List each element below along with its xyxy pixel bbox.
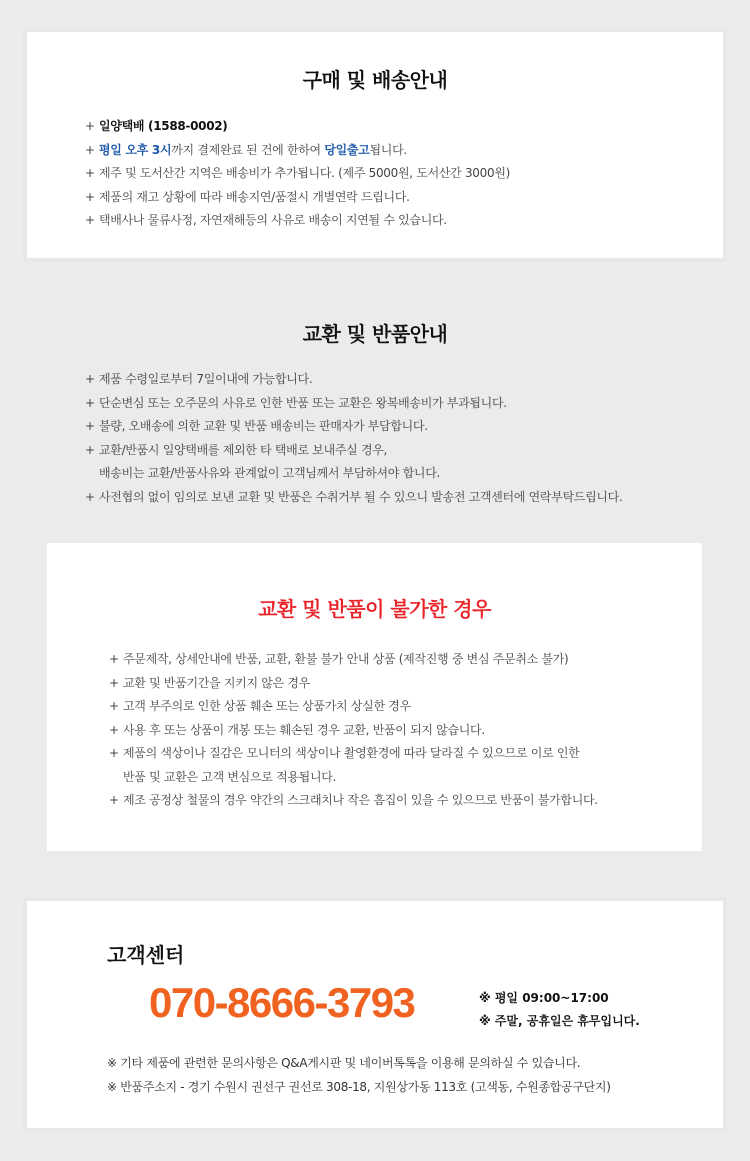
purchase-shipping-title: 구매 및 배송안내 [302,68,448,92]
item-text: 사전협의 없이 임의로 보낸 교환 및 반품은 수취거부 될 수 있으니 발송전 고객센터에 연락부탁드립니다. [99,489,623,504]
customer-center-section [23,897,727,1132]
not-allowed-list [109,648,598,813]
item-text: 사용 후 또는 상품이 개봉 또는 훼손된 경우 교환, 반품이 되지 않습니다. [123,722,485,737]
list-item [85,162,510,186]
cutoff-text-end: 됩니다. [369,142,407,157]
inquiry-note: ※ 기타 제품에 관련한 문의사항은 Q&A게시판 및 네이버톡톡을 이용해 문의하실 수 있습니다. [107,1056,581,1070]
list-item [85,486,622,510]
purchase-shipping-section [23,28,727,262]
item-text: 주문제작, 상세안내에 반품, 교환, 환불 불가 안내 상품 (제작진행 중 변심 주문취소 불가) [123,652,569,666]
list-item [85,115,510,139]
plus-icon: + [85,372,95,386]
item-text: 교환 및 반품기간을 지키지 않은 경우 [123,675,310,690]
list-item [85,186,510,210]
item-text: 제주 및 도서산간 지역은 배송비가 추가됩니다. (제주 5000원, 도서산간 3000원) [99,166,510,180]
list-item [85,139,510,163]
list-item [109,742,598,766]
plus-icon: + [109,793,119,807]
item-text: 배송비는 교환/반품사유와 관계없이 고객님께서 부담하셔야 합니다. [99,466,441,480]
list-item-continuation [109,766,598,790]
plus-icon: + [109,675,119,690]
list-item [85,368,622,392]
plus-icon: + [85,189,95,204]
customer-notes [107,1051,611,1099]
item-text: 단순변심 또는 오주문의 사유로 인한 반품 또는 교환은 왕복배송비가 부과됩니다. [99,395,507,410]
item-text: 제품의 재고 상황에 따라 배송지연/품절시 개별연락 드립니다. [99,189,410,204]
list-item [109,695,598,719]
list-item [109,672,598,696]
plus-icon: + [109,746,119,760]
list-item [85,209,510,233]
list-item [85,439,622,463]
courier-info: 일양택배 (1588-0002) [99,119,228,133]
plus-icon: + [85,419,95,433]
exchange-return-list [85,368,622,509]
item-text: 제품의 색상이나 질감은 모니터의 색상이나 촬영환경에 따라 달라질 수 있으므로 이로 인한 [123,746,580,760]
exchange-return-section [23,280,727,878]
plus-icon: + [85,142,95,157]
plus-icon: + [85,119,95,133]
plus-icon: + [85,166,95,180]
list-item [109,719,598,743]
business-hours [479,987,640,1033]
plus-icon: + [85,395,95,410]
item-text: 제품 수령일로부터 7일이내에 가능합니다. [99,372,313,386]
item-text: 택배사나 물류사정, 자연재해등의 사유로 배송이 지연될 수 있습니다. [99,213,447,227]
phone-number[interactable]: 070-8666-3793 [149,979,415,1026]
item-text: 제조 공정상 철물의 경우 약간의 스크래치나 작은 흠집이 있을 수 있으므로 반품이 불가합니다. [123,793,598,807]
item-text: 불량, 오배송에 의한 교환 및 반품 배송비는 판매자가 부담합니다. [99,419,428,433]
item-text: 반품 및 교환은 고객 변심으로 적용됩니다. [123,769,337,784]
plus-icon: + [109,722,119,737]
plus-icon: + [85,213,95,227]
cutoff-time: 평일 오후 3시 [99,142,172,157]
plus-icon: + [109,652,119,666]
cutoff-text: 까지 결제완료 된 건에 한하여 [171,142,325,157]
plus-icon: + [85,442,95,457]
list-item [109,648,598,672]
return-address: ※ 반품주소지 - 경기 수원시 권선구 권선로 308-18, 지원상가동 113호 (고색동, 수원종합공구단지) [107,1080,611,1094]
customer-center-title: 고객센터 [107,943,185,967]
item-text: 교환/반품시 일양택배를 제외한 타 택배로 보내주실 경우, [99,442,388,457]
same-day-shipping: 당일출고 [324,142,370,157]
list-item [85,392,622,416]
not-allowed-box [47,543,702,851]
purchase-shipping-list [85,115,510,233]
plus-icon: + [85,489,95,504]
exchange-return-title: 교환 및 반품안내 [302,322,448,346]
not-allowed-title: 교환 및 반품이 불가한 경우 [258,597,491,621]
list-item [85,415,622,439]
weekend-notice: ※ 주말, 공휴일은 휴무입니다. [479,1014,640,1028]
plus-icon: + [109,699,119,713]
list-item-continuation [85,462,622,486]
list-item [109,789,598,813]
weekday-hours: ※ 평일 09:00~17:00 [479,991,609,1005]
item-text: 고객 부주의로 인한 상품 훼손 또는 상품가치 상실한 경우 [123,699,411,713]
